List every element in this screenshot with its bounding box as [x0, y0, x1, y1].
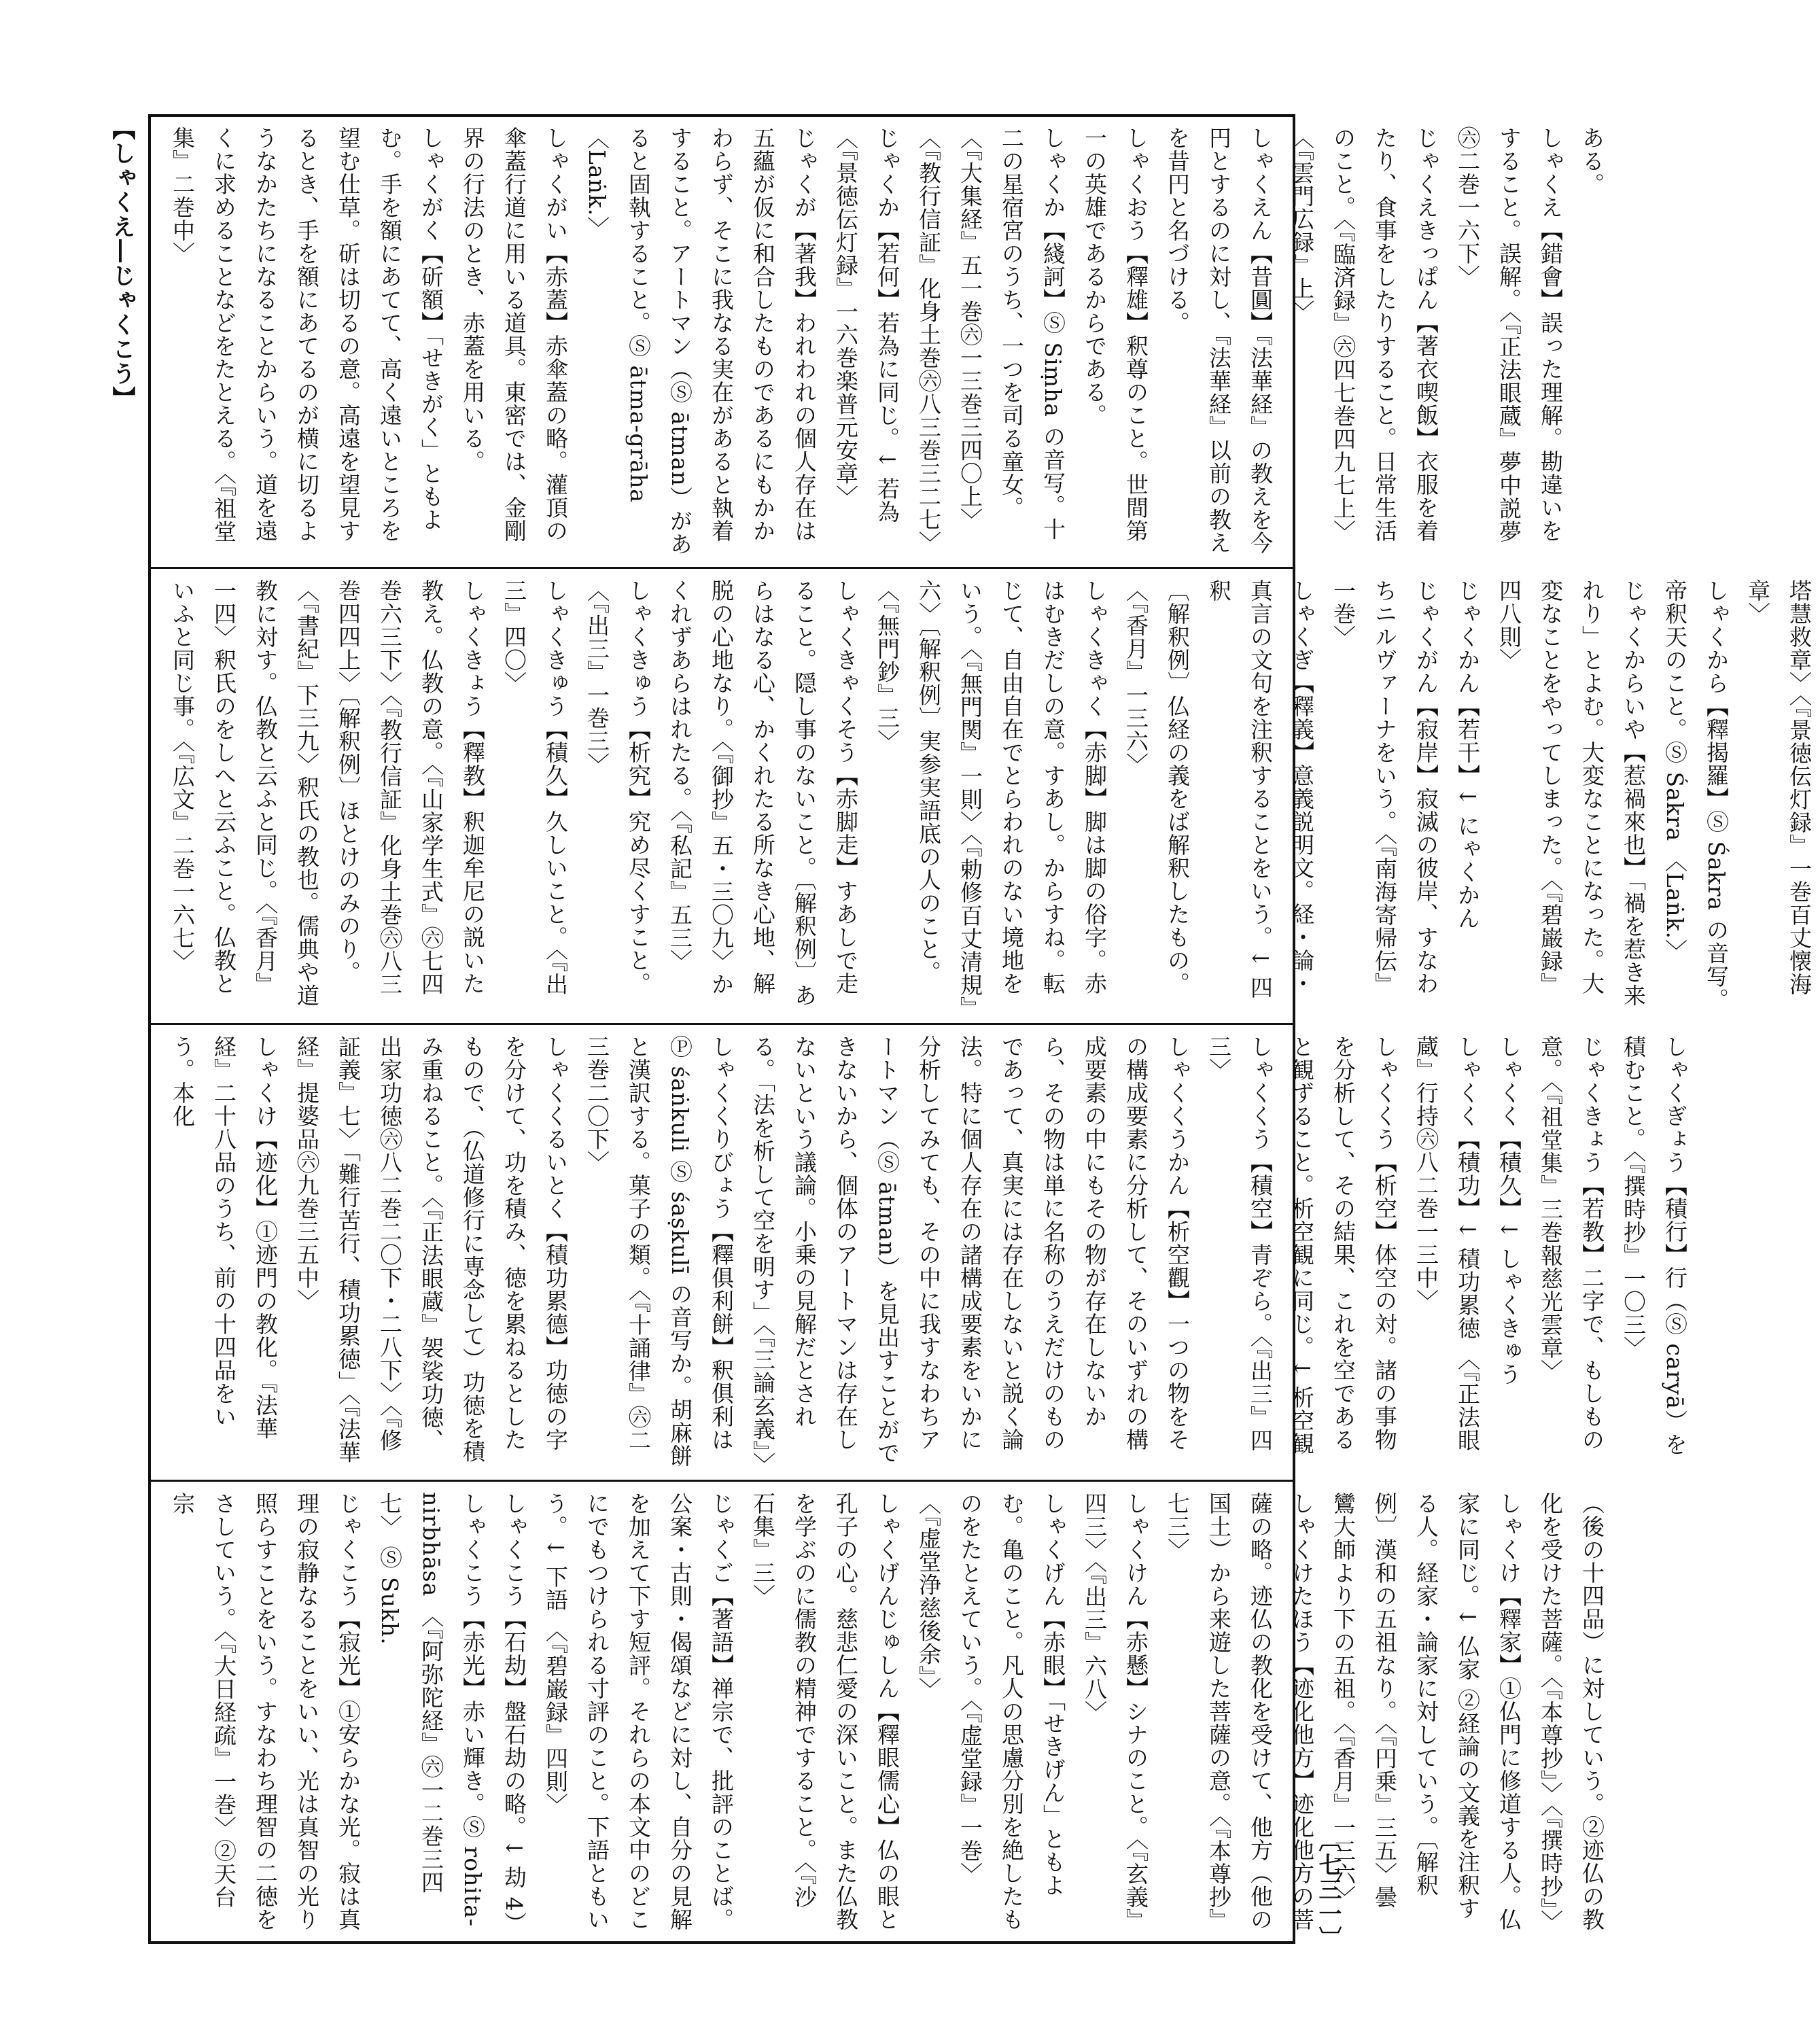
tier-divider: [148, 1023, 1295, 1025]
tier-divider: [148, 1480, 1295, 1482]
tier-text: [162, 1492, 1613, 1935]
dictionary-entry: しゃくくう【析空】体空の対。諸の事物を分析して、その結果、これを空であると観ずること。析空観に同じ。↓ 析空観: [1289, 1035, 1398, 1456]
dictionary-entry: しゃくきゅう【析究】究め尽くすこと。〈『出三』一巻三〉: [584, 579, 652, 995]
dictionary-entry: しゃくがい【赤蓋】赤傘蓋の略。灌頂の傘蓋行道に用いる道具。東密では、金剛界の行法のとき、赤蓋を用いる。: [459, 126, 569, 542]
dictionary-entry: じゃくきょう【若教】二字で、もしもの意。〈『祖堂集』三巻報慈光雲章〉: [1537, 1035, 1605, 1451]
dictionary-entry: しゃくこう【石劫】盤石劫の略。↓ 劫 4）: [501, 1492, 527, 1935]
dictionary-entry: しゃくぎ【釋義】意義説明文。経・論・真言の文句を注釈することをいう。↓ 四釈: [1206, 579, 1315, 1000]
dictionary-entry: しゃくけたほう【迹化他方】迹化他方の菩薩の略。迹仏の教化を受けて、他方（他の国土）から来遊した菩薩の意。〈『本尊抄』七三〉: [1164, 1492, 1315, 1931]
dictionary-entry: じゃくからいや【惹禍來也】「禍を惹き来れり」とよむ。大変なことになった。大変なことをやってしまった。〈『碧巌録』四八則〉: [1496, 579, 1647, 1007]
dictionary-entry: じゃくか【若何】若為に同じ。↓ 若為: [874, 126, 900, 524]
dictionary-entry: しゃくから【釋揭羅】Ⓢ Śakra の音写。帝釈天のこと。Ⓢ Śakra 〈Laṅk.〉: [1662, 579, 1730, 1011]
dictionary-entry: しゃくきゃくそう【赤脚走】すあしで走ること。隠し事のないこと。〔解釈例〕あらはなる心、かくれたる所なき心地、解脱の心地なり。〈『御抄』五・三〇九〉かくれずあらはれたる。〈『私記』五三〉: [667, 579, 859, 1007]
tier-text: [162, 579, 1820, 1012]
dictionary-entry: じゃくご【著語】禅宗で、批評のことば。公案・古則・偈頌などに対し、自分の見解を加えて下す短評。それらの本文中のどこにでもつけられる寸評のこと。下語ともいう。↓ 下語 〈『碧巌録』四則〉: [542, 1492, 735, 1931]
dictionary-entry: しゃくくりびょう【釋俱利餅】釈俱利は Ⓟ śaṅkuli Ⓢ śaṣkulī の音写か。胡麻餅と漢訳する。菓子の類。〈『十誦律』㊅二三巻二〇下〉: [584, 1035, 735, 1468]
dictionary-entry: しゃくげん【赤眼】「せきげん」ともよむ。亀のこと。凡人の思慮分別を絶したものをたとえていう。〈『虚堂録』一巻〉〈『虚堂浄慈後余』〉: [915, 1492, 1066, 1931]
dictionary-entry: しゃくくるいとく【積功累德】功徳の字を分けて、功を積み、徳を累ねるとしたもので、（仏道修行に専念して）功徳を積み重ねること。〈『正法眼蔵』袈裟功徳、出家功徳㊅八二巻二〇下・二八下〉〈『修証義』七〉「難行苦行、積功累徳」〈『法華経』提婆品㊅九巻三五中〉: [294, 1035, 569, 1464]
dictionary-entry: じゃくかん【若干】↓ にゃくかん: [1454, 579, 1481, 930]
dictionary-entry: しゃくくう【積空】青ぞら。〈『出三』四三〉: [1206, 1035, 1274, 1452]
dictionary-entry: じゃくえきっぱん【著衣喫飯】衣服を着たり、食事をしたりすること。日常生活のこと。〈『臨済録』㊅四七巻四九七上〉〈『雲門広録』上〉: [1289, 126, 1439, 543]
dictionary-entry: しゃくけ【釋家】①仏門に修道する人。仏家に同じ。↓ 仏家 ②経論の文義を注釈する人。経家・論家に対していう。〔解釈例〕漢和の五祖なり。〈『円乗』三五〉曇鸞大師より下の五祖。〈『香月』一三六〉: [1330, 1492, 1522, 1931]
dictionary-entry: しゃくけん【赤懸】シナのこと。〈『玄義』四三〉〈『出三』六八〉: [1081, 1492, 1149, 1921]
dictionary-entry: しゃくく【積功】↓ 積功累徳 〈『正法眼蔵』行持㊅八二巻一三中〉: [1413, 1035, 1481, 1453]
dictionary-entry: しゃくおう【釋雄】釈尊のこと。世間第一の英雄であるからである。: [1081, 126, 1149, 542]
dictionary-entry: 塔慧救章〉〈『景徳伝灯録』一巻百丈懐海章〉: [1745, 579, 1813, 996]
dictionary-entry: しゃくげんじゅしん【釋眼儒心】仏の眼と孔子の心。慈悲仁愛の深いこと。また仏教を学ぶのに儒教の精神ですること。〈『沙石集』三〉: [750, 1492, 900, 1931]
dictionary-tier-3: [155, 1026, 1688, 1478]
dictionary-entry: じゃくがん【寂岸】寂滅の彼岸、すなわちニルヴァーナをいう。〈『南海寄帰伝』一巻〉: [1330, 579, 1439, 996]
tier-text: [162, 1035, 1696, 1476]
tier-divider: [148, 567, 1295, 569]
dictionary-entry: ある。: [1579, 126, 1605, 196]
dictionary-entry: しゃくこう【赤光】赤い輝き。Ⓢ rohita-nirbhāsa 〈『阿弥陀経』㊅一二巻三四七〉 Ⓢ Sukh.: [377, 1492, 486, 1928]
dictionary-entry: しゃくきゅう【積久】久しいこと。〈『出三』四〇〉: [501, 579, 569, 996]
dictionary-entry: 〔解釈例〕仏経の義をば解釈したもの。〈『香月』一三六〉: [1123, 579, 1191, 995]
dictionary-entry: （後の十四品）に対していう。②迹仏の教化を受けた菩薩。〈『本尊抄』〉〈『撰時抄』〉: [1537, 1492, 1605, 1933]
dictionary-entry: しゃくがく【斫額】「せきがく」ともよむ。手を額にあてて、高く遠いところを望む仕草。斫は切るの意。高遠を望見するとき、手を額にあてるのが横に切るようなかたちになることからいう。道を遠くに求めることなどをたとえる。〈『祖堂集』二巻中〉: [169, 126, 444, 543]
dictionary-entry: しゃくきょう【釋教】釈迦牟尼の説いた教え。仏教の意。〈『山家学生式』㊅七四巻六三下〉〈『教行信証』化身土巻㊅八三巻四四上〉〔解釈例〕ほとけのみのり。〈『書紀』下三九〉釈氏の教也。儒典や道教に対す。仏教と云ふと同じ。〈『香月』一四〉釈氏のをしへと云ふこと。仏教といふと同じ事。〈『広文』二巻一六七〉: [169, 579, 486, 1007]
dictionary-entry: しゃくくうかん【析空觀】一つの物をその構成要素に分析して、そのいずれの構成要素の中にもその物が存在しないから、その物は単に名称のうえだけのものであって、真実には存在しないと説く論法。特に個人存在の諸構成要素をいかに分析してみても、その中に我すなわちアートマン（Ⓢ ātman）を見出すことができないから、個体のアートマンは存在しないという議論。小乗の見解だとされる。「法を析して空を明す」〈『三論玄義』〉: [750, 1035, 1191, 1476]
dictionary-entry: しゃくえん【昔圓】『法華経』の教えを今円とするのに対し、『法華経』以前の教えを昔円と名づける。: [1164, 126, 1274, 555]
dictionary-tier-2: [155, 570, 1813, 1022]
dictionary-entry: しゃくえ【錯會】誤った理解。勘違いをすること。誤解。〈『正法眼蔵』夢中説夢㊅二巻一六下〉: [1454, 126, 1564, 543]
dictionary-entry: しゃくきゃく【赤脚】脚は脚の俗字。赤はむきだしの意。すあし。からすね。転じて、自由自在でとらわれのない境地をいう。〈『無門関』一則〉〈『勅修百丈清規』六〉〔解釈例〕実参実語底の人のこと。〈『無門鈔』三〉: [874, 579, 1108, 1009]
tier-text: [162, 126, 1613, 556]
dictionary-entry: じゃくこう【寂光】①安らかな光。寂は真理の寂静なることをいい、光は真智の光り照らすことをいう。すなわち理智の二徳をさしていう。〈『大日経疏』一巻〉②天台宗: [169, 1492, 362, 1931]
dictionary-entry: しゃくか【綫訶】Ⓢ Siṃha の音写。十二の星宿宮のうち、一つを司る童女。〈『大集経』五一巻㊅一三巻三四〇上〉〈『教行信証』化身土巻㊅八三巻三二七〉: [915, 126, 1066, 555]
running-head: 【しゃくえ―じゃくこう】: [108, 117, 135, 411]
dictionary-entry: しゃくけ【迹化】①迹門の教化。『法華経』二十八品のうち、前の十四品をいう。本化: [169, 1035, 279, 1440]
page-number: 〔七三一〕: [1314, 1828, 1342, 1951]
dictionary-entry: しゃくぎょう【積行】行（Ⓢ caryā）を積むこと。〈『撰時抄』一〇三〉: [1620, 1035, 1688, 1456]
dictionary-entry: じゃくが【著我】われわれの個人存在は五蘊が仮に和合したものであるにもかかわらず、そこに我なる実在があると執着すること。アートマン（Ⓢ ātman）があると固執すること。Ⓢ ātma-grāha 〈Laṅk.〉: [584, 126, 818, 556]
dictionary-entry: 〈『景徳伝灯録』一六巻楽普元安章〉: [833, 126, 859, 508]
dictionary-tier-1: [155, 117, 1605, 566]
dictionary-entry: しゃくく【積久】↓ しゃくきゅう: [1496, 1035, 1522, 1387]
